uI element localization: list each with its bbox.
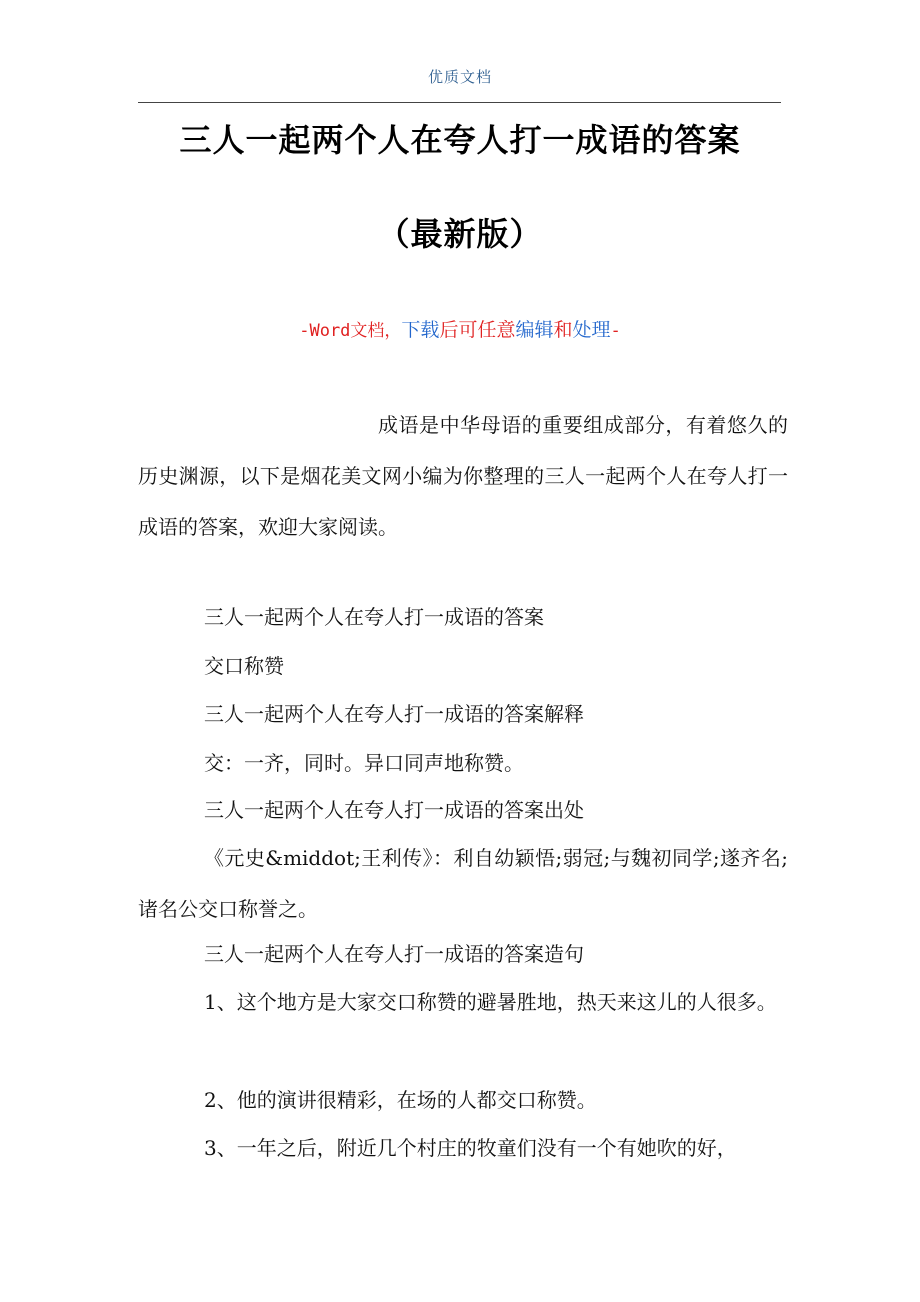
example-sentence-1: 1、这个地方是大家交口称赞的避暑胜地，热天来这儿的人很多。	[204, 990, 777, 1014]
subtitle-part-download: 下载	[401, 319, 440, 341]
subtitle-part-end: -	[610, 321, 621, 341]
explanation-text: 交：一齐，同时。异口同声地称赞。	[204, 751, 524, 775]
subtitle-part-any: 后可任意	[439, 319, 516, 341]
subtitle-part-edit: 编辑	[515, 319, 554, 341]
subtitle-part-process: 处理	[572, 319, 611, 341]
subtitle-part-word: -Word文档，	[299, 321, 402, 341]
document-subtitle	[0, 315, 920, 342]
intro-paragraph: 成语是中华母语的重要组成部分，有着悠久的历史渊源，以下是烟花美文网小编为你整理的三人一起两个人在夸人打一成语的答案，欢迎大家阅读。	[138, 413, 788, 539]
page-title: 三人一起两个人在夸人打一成语的答案	[179, 121, 741, 159]
example-sentence-3: 3、一年之后，附近几个村庄的牧童们没有一个有她吹的好，	[204, 1136, 737, 1160]
subtitle-part-and: 和	[553, 319, 573, 341]
header-label: 优质文档	[427, 68, 492, 86]
heading-explanation: 三人一起两个人在夸人打一成语的答案解释	[204, 702, 584, 726]
page-title-version: （最新版）	[377, 215, 543, 253]
answer-text: 交口称赞	[204, 654, 284, 678]
heading-source: 三人一起两个人在夸人打一成语的答案出处	[204, 798, 584, 822]
source-text: 《元史&middot;王利传》：利自幼颖悟;弱冠;与魏初同学;遂齐名;诸名公交口称誉之。	[138, 846, 788, 921]
heading-example: 三人一起两个人在夸人打一成语的答案造句	[204, 942, 584, 966]
example-sentence-2: 2、他的演讲很精彩，在场的人都交口称赞。	[204, 1088, 597, 1112]
heading-answer: 三人一起两个人在夸人打一成语的答案	[204, 605, 544, 629]
header-divider	[138, 102, 781, 103]
